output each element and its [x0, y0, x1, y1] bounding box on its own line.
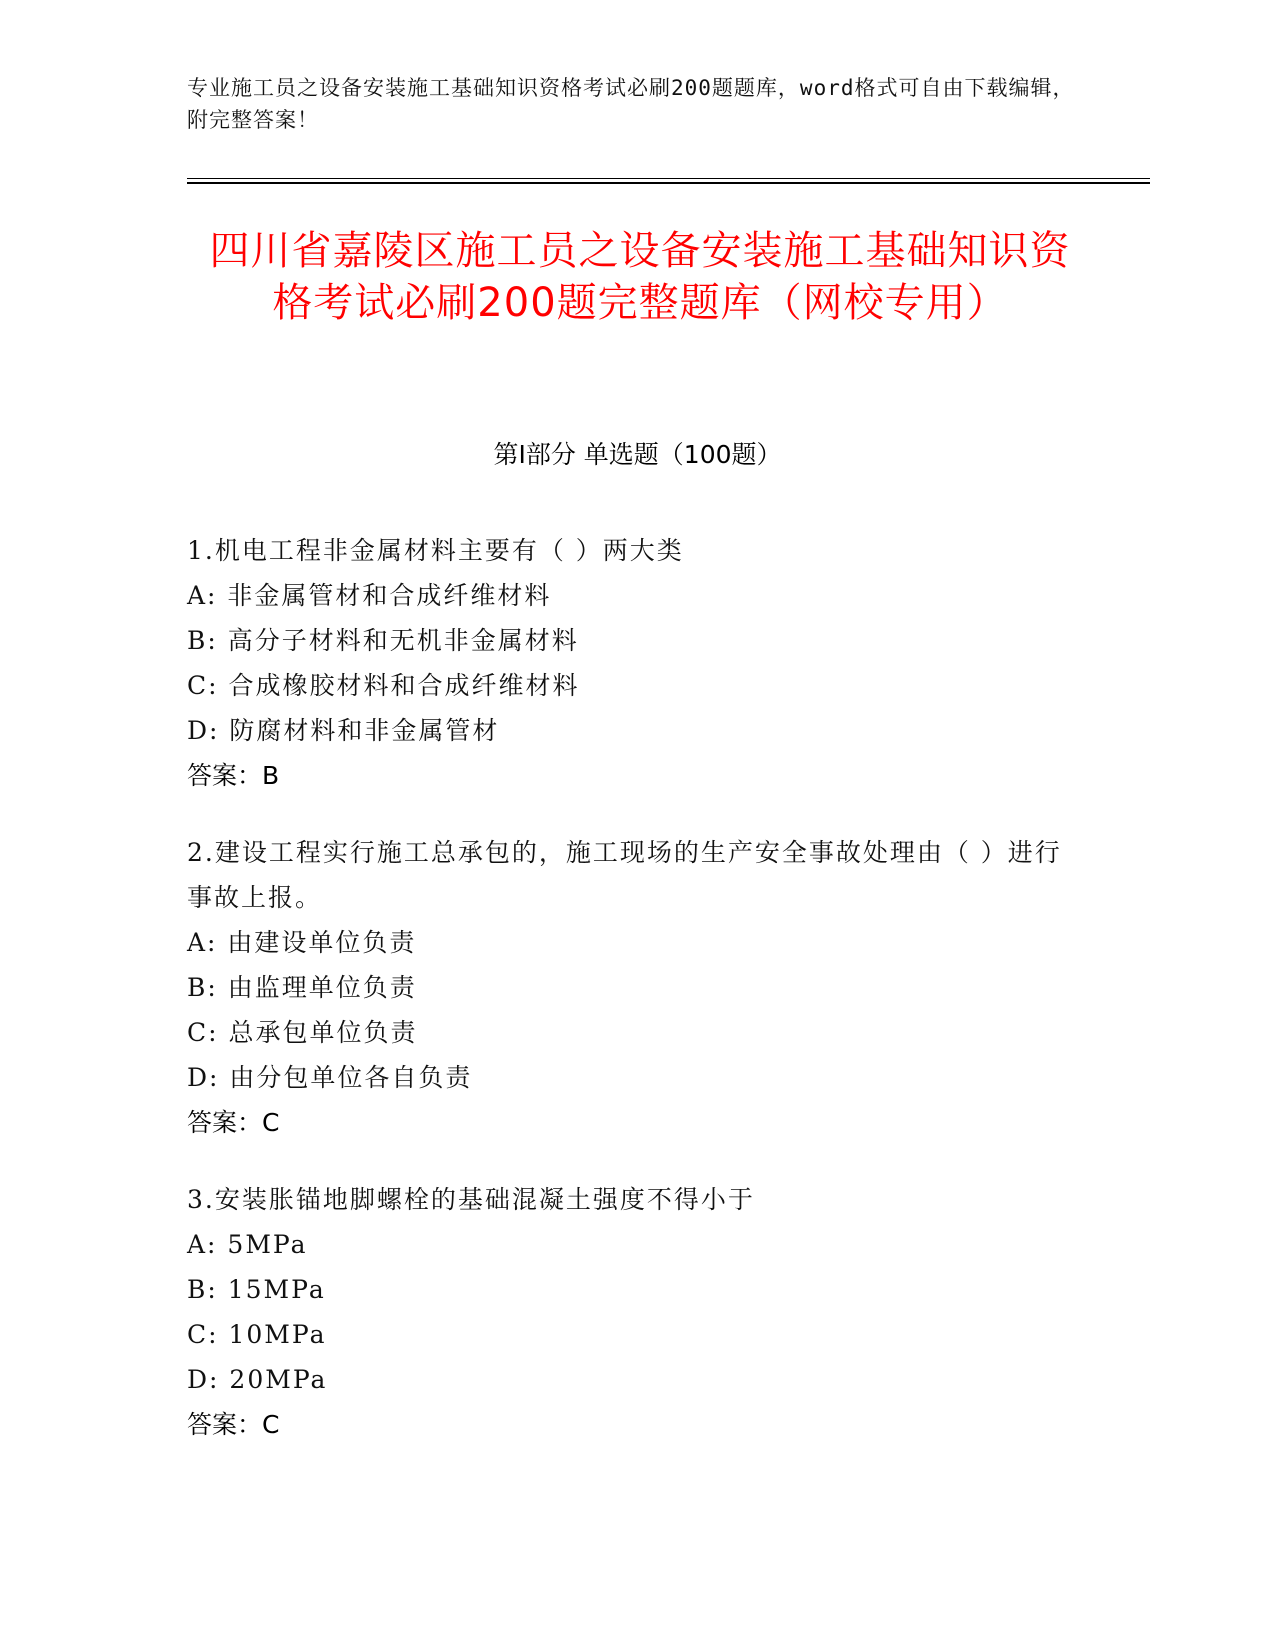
question-3: [187, 1177, 1087, 1447]
option-d: D: 由分包单位各自负责: [187, 1063, 473, 1092]
option-a: A: 5MPa: [187, 1230, 308, 1259]
option-c: C: 合成橡胶材料和合成纤维材料: [187, 671, 580, 700]
option-b: B: 高分子材料和无机非金属材料: [187, 626, 579, 655]
answer: 答案：C: [187, 1108, 280, 1137]
question-stem: 2.建设工程实行施工总承包的，施工现场的生产安全事故处理由（ ）进行事故上报。: [187, 838, 1062, 912]
option-b: B: 15MPa: [187, 1275, 326, 1304]
document-title: 四川省嘉陵区施工员之设备安装施工基础知识资格考试必刷200题完整题库（网校专用）: [209, 228, 1071, 326]
option-c: C: 10MPa: [187, 1320, 327, 1349]
question-stem: 3.安装胀锚地脚螺栓的基础混凝土强度不得小于: [187, 1185, 755, 1214]
header-divider-thin: [187, 178, 1150, 179]
option-a: A: 由建设单位负责: [187, 928, 417, 957]
question-stem: 1.机电工程非金属材料主要有（ ）两大类: [187, 536, 684, 565]
option-c: C: 总承包单位负责: [187, 1018, 418, 1047]
question-list: [187, 528, 1087, 1479]
question-1: [187, 528, 1087, 798]
header-divider-thick: [187, 182, 1150, 184]
answer: 答案：B: [187, 761, 280, 790]
question-2: [187, 830, 1087, 1145]
option-d: D: 防腐材料和非金属管材: [187, 716, 500, 745]
option-b: B: 由监理单位负责: [187, 973, 417, 1002]
header-note: 专业施工员之设备安装施工基础知识资格考试必刷200题题库，word格式可自由下载编辑，附完整答案！: [187, 76, 1075, 132]
option-d: D: 20MPa: [187, 1365, 328, 1394]
option-a: A: 非金属管材和合成纤维材料: [187, 581, 552, 610]
answer: 答案：C: [187, 1410, 280, 1439]
section-heading: 第I部分 单选题（100题）: [493, 440, 782, 469]
